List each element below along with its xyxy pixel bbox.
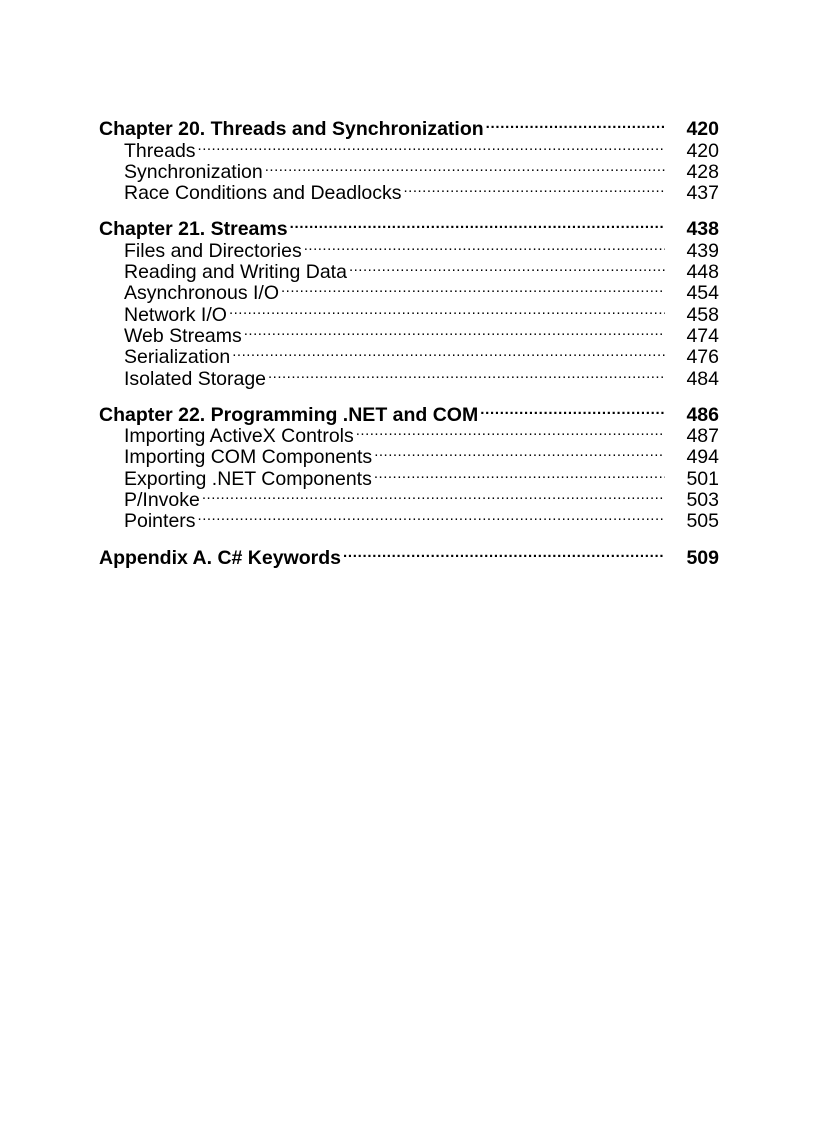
page-number: 487 — [686, 425, 719, 448]
section-title: Importing ActiveX Controls — [124, 425, 354, 448]
chapter-title: Chapter 21. Streams — [99, 218, 288, 241]
dot-leader — [232, 342, 665, 363]
section-title: Race Conditions and Deadlocks — [124, 182, 402, 205]
section-title: P/Invoke — [124, 489, 200, 512]
chapter-title: Chapter 22. Programming .NET and COM — [99, 403, 479, 426]
page-number: 476 — [686, 346, 719, 369]
section-title: Threads — [124, 139, 196, 162]
page-number: 454 — [686, 282, 719, 305]
dot-leader — [374, 442, 665, 463]
section-title: Reading and Writing Data — [124, 261, 347, 284]
table-of-contents — [99, 114, 719, 579]
toc-chapter-20 — [99, 114, 719, 205]
chapter-title: Appendix A. C# Keywords — [99, 546, 341, 569]
page-number: 474 — [686, 324, 719, 347]
dot-leader — [480, 400, 665, 421]
section-title: Asynchronous I/O — [124, 282, 279, 305]
dot-leader — [349, 257, 665, 278]
page-number: 428 — [686, 160, 719, 183]
page-number: 501 — [686, 467, 719, 490]
dot-leader — [198, 135, 665, 156]
section-title: Web Streams — [124, 324, 242, 347]
toc-chapter-22 — [99, 400, 719, 533]
page-number: 503 — [686, 489, 719, 512]
page-number: 437 — [686, 182, 719, 205]
section-title: Importing COM Components — [124, 446, 373, 469]
section-title: Exporting .NET Components — [124, 467, 372, 490]
page-number: 448 — [686, 261, 719, 284]
dot-leader — [281, 278, 665, 299]
dot-leader — [356, 421, 665, 442]
dot-leader — [304, 235, 665, 256]
toc-chapter-heading[interactable] — [99, 542, 719, 569]
page-number: 420 — [686, 118, 719, 141]
toc-chapter-heading[interactable] — [99, 214, 719, 241]
page-number: 494 — [686, 446, 719, 469]
toc-chapter-heading[interactable] — [99, 114, 719, 141]
toc-chapter-heading[interactable] — [99, 400, 719, 426]
section-title: Synchronization — [124, 160, 263, 183]
page-number: 438 — [686, 218, 719, 241]
page-number: 484 — [686, 367, 719, 390]
page-number: 439 — [686, 239, 719, 262]
page-number: 458 — [686, 303, 719, 326]
dot-leader — [268, 363, 665, 384]
dot-leader — [374, 463, 665, 484]
page-number: 486 — [686, 403, 719, 426]
dot-leader — [486, 114, 665, 135]
toc-appendix-a — [99, 542, 719, 569]
section-title: Network I/O — [124, 303, 227, 326]
chapter-title: Chapter 20. Threads and Synchronization — [99, 118, 484, 141]
dot-leader — [202, 485, 665, 506]
dot-leader — [229, 299, 665, 320]
dot-leader — [198, 506, 665, 527]
dot-leader — [290, 214, 665, 235]
page-number: 420 — [686, 139, 719, 162]
dot-leader — [265, 157, 665, 178]
section-title: Pointers — [124, 510, 196, 533]
dot-leader — [404, 178, 666, 199]
section-title: Serialization — [124, 346, 231, 369]
page-number: 505 — [686, 510, 719, 533]
page-number: 509 — [686, 546, 719, 569]
toc-chapter-21 — [99, 214, 719, 390]
section-title: Files and Directories — [124, 239, 302, 262]
section-title: Isolated Storage — [124, 367, 267, 390]
dot-leader — [343, 542, 665, 563]
dot-leader — [244, 321, 665, 342]
